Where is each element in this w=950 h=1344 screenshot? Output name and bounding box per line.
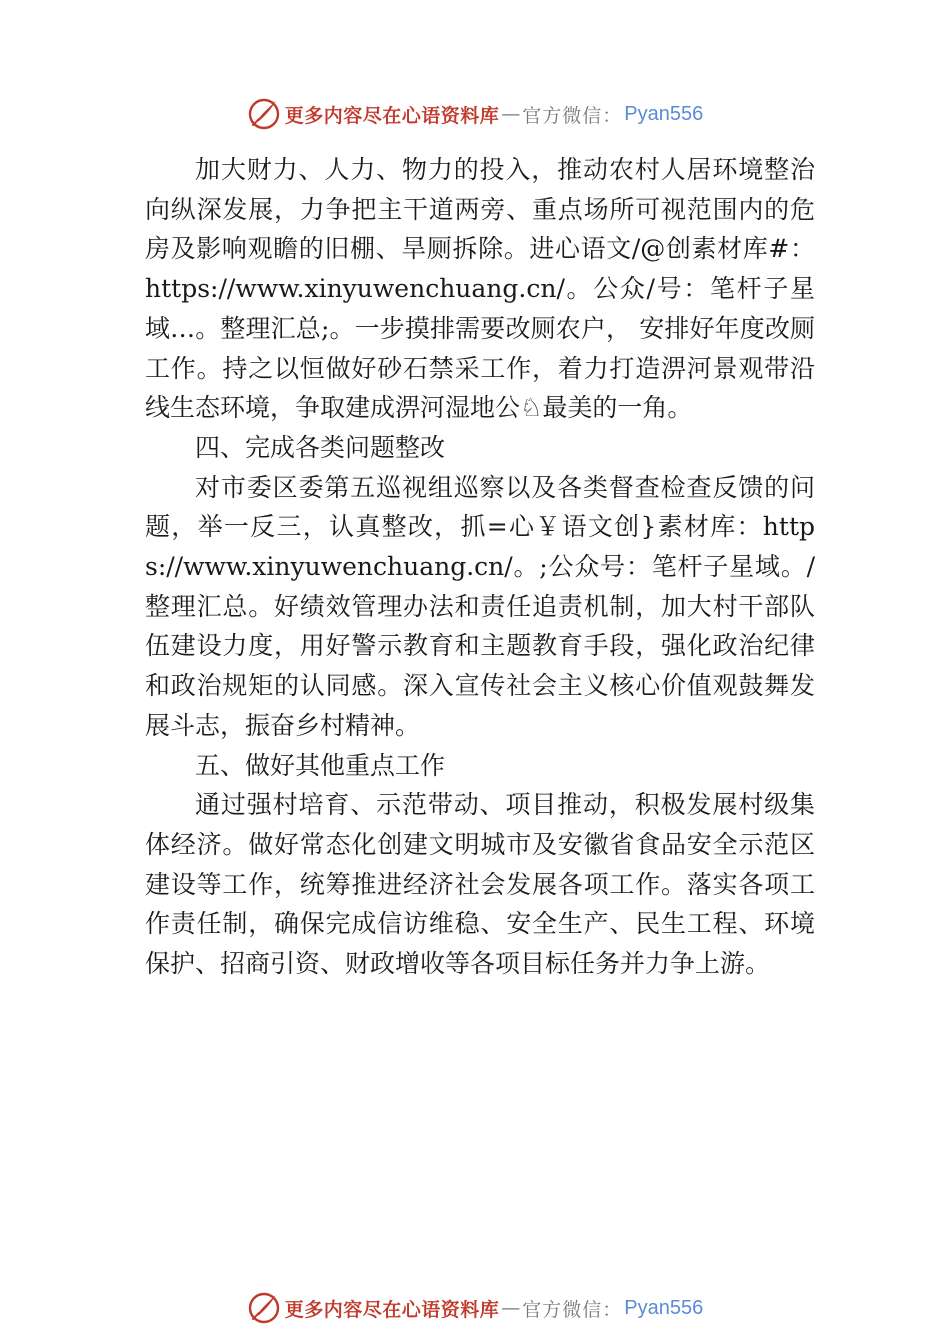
section-heading-5: 五、做好其他重点工作: [195, 750, 446, 780]
quill-circle-logo-icon: [247, 97, 281, 131]
header-separator: —: [501, 103, 521, 125]
header-wechat-label: 官方微信：: [522, 104, 623, 127]
footer-wechat-label: 官方微信：: [522, 1298, 623, 1321]
footer-separator: —: [501, 1297, 521, 1319]
footer-site-text: 更多内容尽在心语资料库: [284, 1298, 500, 1321]
footer-banner: [0, 1288, 950, 1328]
paragraph-rectification: 对市委区委第五巡视组巡察以及各类督查检查反馈的问题，举一反三，认真整改，抓=心￥语文创}素材库：https://www.xinyuwenchuang.cn/。;公众号：笔杆子星域。/整理汇总。好绩效管理办法和责任追责机制，加大村干部队伍建设力度，用好警示教育和主题教育手段，强化政治纪律和政治规矩的认同感。深入宣传社会主义核心价值观鼓舞发展斗志，振奋乡村精神。: [145, 472, 815, 740]
paragraph-other-work: 通过强村培育、示范带动、项目推动，积极发展村级集体经济。做好常态化创建文明城市及安徽省食品安全示范区建设等工作，统筹推进经济社会发展各项工作。落实各项工作责任制，确保完成信访维稳、安全生产、民生工程、环境保护、招商引资、财政增收等各项目标任务并力争上游。: [145, 790, 815, 979]
header-site-text: 更多内容尽在心语资料库: [284, 104, 500, 127]
paragraph-environment: 加大财力、人力、物力的投入，推动农村人居环境整治向纵深发展，力争把主干道两旁、重点场所可视范围内的危房及影响观瞻的旧棚、旱厕拆除。进心语文/@创素材库#：https://www.xinyuwenchuang.cn/。公众/号：笔杆子星域…。整理汇总;。一步摸排需要改厕农户， 安排好年度改厕工作。持之以恒做好砂石禁采工作，着力打造淠河景观带沿线生态环境，争取建成淠河湿地公♘最美的一角。: [145, 155, 815, 423]
section-heading-4: 四、完成各类问题整改: [195, 432, 446, 462]
header-wechat-id: Pyan556: [624, 102, 704, 125]
footer-wechat-id: Pyan556: [624, 1296, 704, 1319]
quill-circle-logo-icon: [247, 1291, 281, 1325]
header-banner: [0, 94, 950, 134]
document-body: [145, 150, 815, 984]
